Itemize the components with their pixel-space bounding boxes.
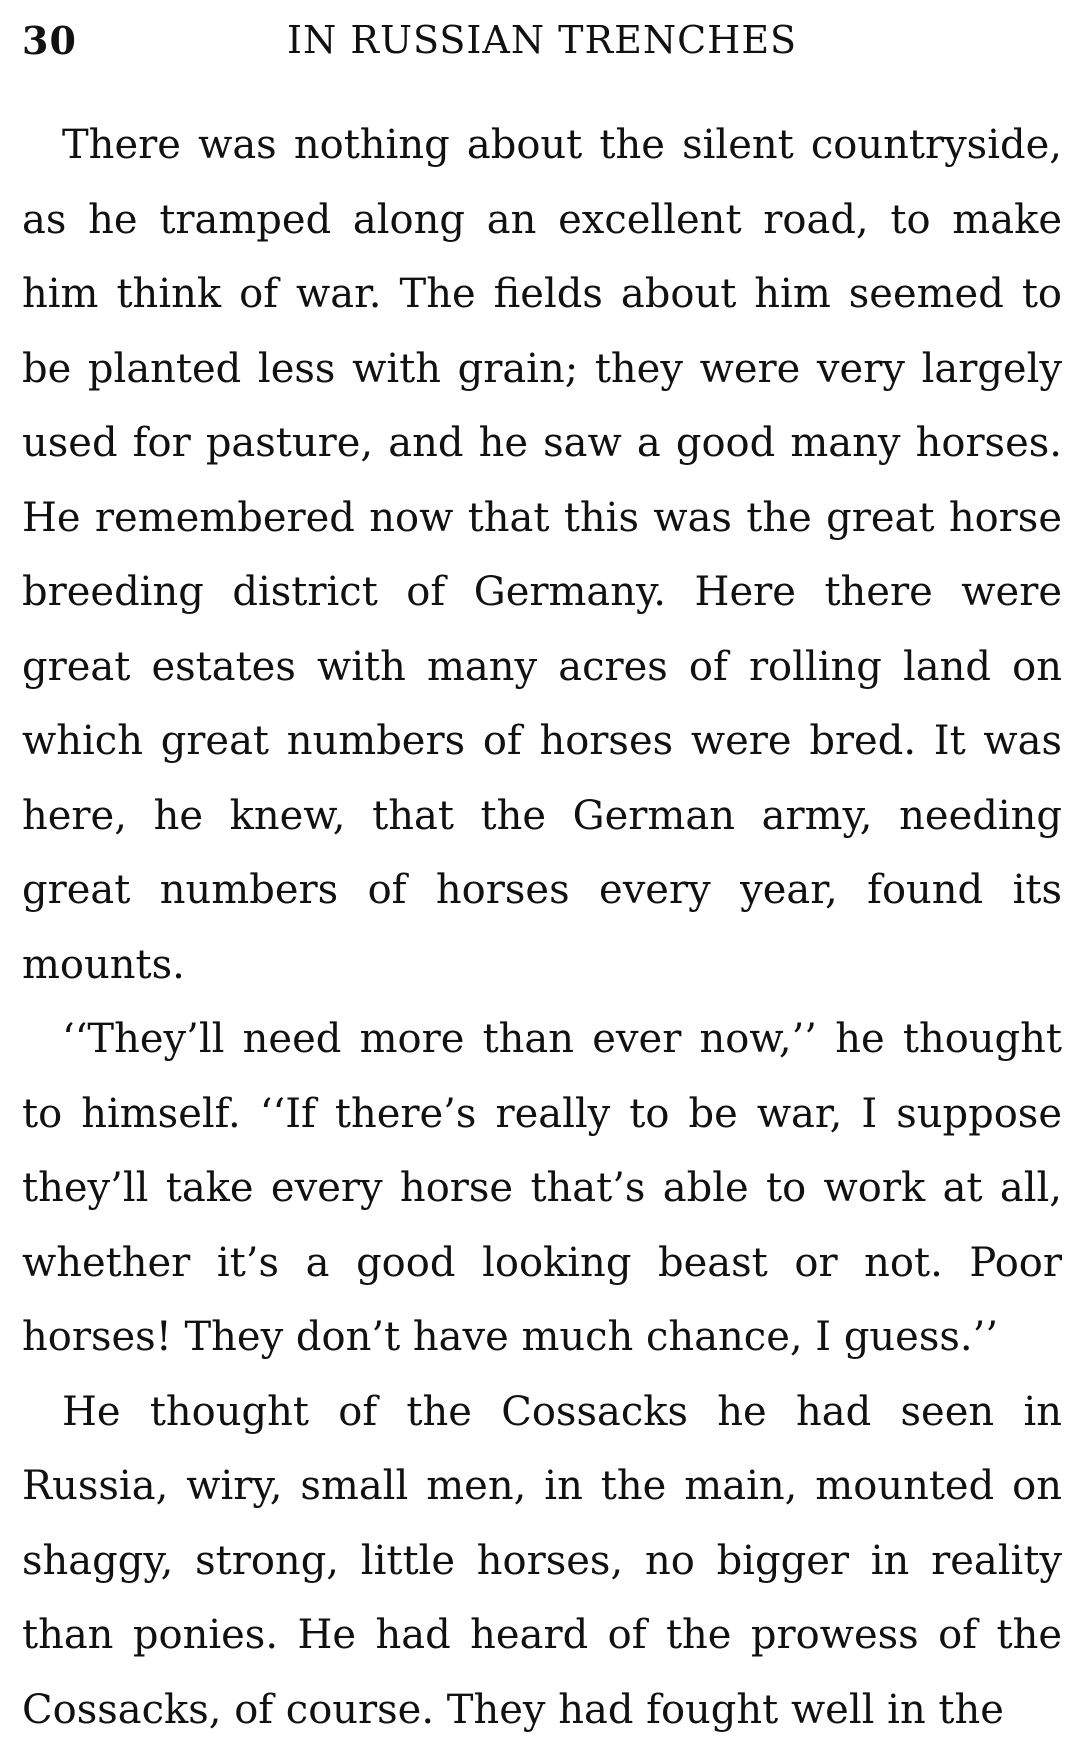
page-number: 30 — [22, 18, 77, 63]
body-text — [22, 108, 1062, 1747]
paragraph: There was nothing about the silent countryside, as he tramped along an excellent road, to make him think of war. The fields about him seemed to be planted less with grain; they were very largely used for pasture, and he saw a good many horses. He remembered now that this was the great horse breeding district of Germany. Here there were great estates with many acres of rolling land on which great numbers of horses were bred. It was here, he knew, that the German army, needing great numbers of horses every year, found its mounts. — [22, 122, 1062, 988]
page-header — [22, 14, 1062, 70]
paragraph: He thought of the Cossacks he had seen in Russia, wiry, small men, in the main, mounted on shaggy, strong, little horses, no bigger in reality than ponies. He had heard of the prowess of the Cossacks, of course. They had fought well in the — [22, 1388, 1062, 1733]
running-title: IN RUSSIAN TRENCHES — [287, 18, 798, 62]
paragraph: ‘‘They’ll need more than ever now,’’ he thought to himself. ‘‘If there’s really to be war, I suppose they’ll take every horse that’s able to work at all, whether it’s a good looking beast or not. Poor horses! They don’t have much chance, I guess.’’ — [22, 1016, 1062, 1360]
